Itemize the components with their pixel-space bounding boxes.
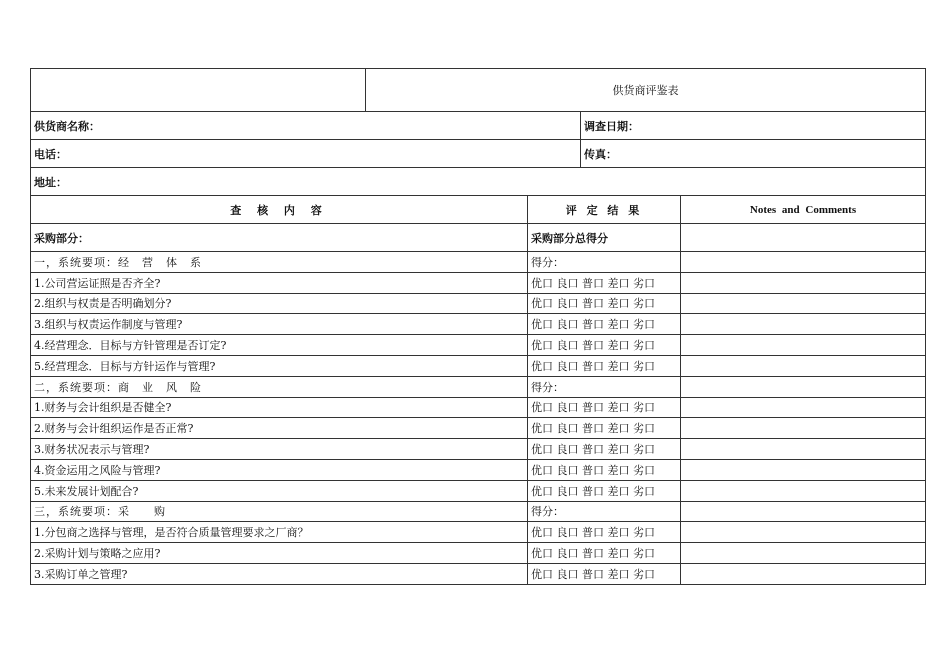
section-score[interactable]: 得分： (528, 252, 681, 273)
table-row (31, 480, 926, 501)
check-item: 1.分包商之选择与管理，是否符合质量管理要求之厂商？ (31, 522, 528, 543)
section-score[interactable]: 得分： (528, 501, 681, 522)
table-row (31, 272, 926, 293)
check-item: 5.未来发展计划配合? (31, 480, 528, 501)
evaluation-table (30, 68, 926, 585)
section-score[interactable]: 得分： (528, 376, 681, 397)
notes-cell[interactable] (681, 459, 926, 480)
department-total-score: 采购部分总得分 (528, 224, 681, 252)
table-row (31, 314, 926, 335)
table-row (31, 563, 926, 584)
check-item: 1.公司营运证照是否齐全? (31, 272, 528, 293)
check-item: 2.组织与权责是否明确划分? (31, 293, 528, 314)
rating-options[interactable]: 优口 良口 普口 差口 劣口 (528, 418, 681, 439)
notes-cell[interactable] (681, 397, 926, 418)
column-header-result: 评 定 结 果 (528, 196, 681, 224)
notes-cell[interactable] (681, 563, 926, 584)
department-name: 采购部分： (31, 224, 528, 252)
notes-cell[interactable] (681, 355, 926, 376)
supplier-evaluation-sheet (30, 68, 925, 585)
title-row (31, 69, 926, 112)
table-row (31, 501, 926, 522)
notes-cell[interactable] (681, 272, 926, 293)
rating-options[interactable]: 优口 良口 普口 差口 劣口 (528, 543, 681, 564)
check-item: 4.资金运用之风险与管理? (31, 459, 528, 480)
rating-options[interactable]: 优口 良口 普口 差口 劣口 (528, 439, 681, 460)
check-item: 2.财务与会计组织运作是否正常? (31, 418, 528, 439)
check-item: 三，系统要项：采 购 (31, 501, 528, 522)
table-row (31, 459, 926, 480)
department-row (31, 224, 926, 252)
check-item: 二，系统要项：商 业 风 险 (31, 376, 528, 397)
check-item: 5.经营理念．目标与方针运作与管理? (31, 355, 528, 376)
notes-cell[interactable] (681, 314, 926, 335)
table-row (31, 335, 926, 356)
rating-options[interactable]: 优口 良口 普口 差口 劣口 (528, 522, 681, 543)
notes-cell[interactable] (681, 501, 926, 522)
table-row (31, 418, 926, 439)
address-row (31, 168, 926, 196)
table-row (31, 543, 926, 564)
check-item: 3.组织与权责运作制度与管理? (31, 314, 528, 335)
table-row (31, 355, 926, 376)
phone-field[interactable]: 电话： (31, 140, 581, 168)
notes-cell[interactable] (681, 252, 926, 273)
rating-options[interactable]: 优口 良口 普口 差口 劣口 (528, 293, 681, 314)
rating-options[interactable]: 优口 良口 普口 差口 劣口 (528, 480, 681, 501)
notes-cell[interactable] (681, 418, 926, 439)
rating-options[interactable]: 优口 良口 普口 差口 劣口 (528, 397, 681, 418)
survey-date-field[interactable]: 调查日期： (581, 112, 926, 140)
notes-cell[interactable] (681, 543, 926, 564)
check-item: 一，系统要项：经 营 体 系 (31, 252, 528, 273)
notes-cell[interactable] (681, 439, 926, 460)
notes-cell[interactable] (681, 480, 926, 501)
fax-field[interactable]: 传真： (581, 140, 926, 168)
rating-options[interactable]: 优口 良口 普口 差口 劣口 (528, 355, 681, 376)
notes-cell[interactable] (681, 376, 926, 397)
department-notes-cell[interactable] (681, 224, 926, 252)
column-header-content: 查 核 内 容 (31, 196, 528, 224)
logo-cell (31, 69, 366, 112)
check-item: 4.经营理念．目标与方针管理是否订定? (31, 335, 528, 356)
table-row (31, 522, 926, 543)
rating-options[interactable]: 优口 良口 普口 差口 劣口 (528, 459, 681, 480)
check-item: 3.采购订单之管理? (31, 563, 528, 584)
address-field[interactable]: 地址： (31, 168, 926, 196)
notes-cell[interactable] (681, 293, 926, 314)
phone-row (31, 140, 926, 168)
table-row (31, 252, 926, 273)
table-row (31, 376, 926, 397)
table-row (31, 439, 926, 460)
table-row (31, 293, 926, 314)
notes-cell[interactable] (681, 522, 926, 543)
rating-options[interactable]: 优口 良口 普口 差口 劣口 (528, 314, 681, 335)
notes-cell[interactable] (681, 335, 926, 356)
column-header-row (31, 196, 926, 224)
supplier-name-row (31, 112, 926, 140)
rating-options[interactable]: 优口 良口 普口 差口 劣口 (528, 563, 681, 584)
form-title: 供货商评鉴表 (366, 69, 926, 112)
check-item: 3.财务状况表示与管理? (31, 439, 528, 460)
check-item: 2.采购计划与策略之应用? (31, 543, 528, 564)
table-row (31, 397, 926, 418)
rating-options[interactable]: 优口 良口 普口 差口 劣口 (528, 272, 681, 293)
rating-options[interactable]: 优口 良口 普口 差口 劣口 (528, 335, 681, 356)
supplier-name-field[interactable]: 供货商名称： (31, 112, 581, 140)
check-item: 1.财务与会计组织是否健全? (31, 397, 528, 418)
column-header-notes: Notes and Comments (681, 196, 926, 224)
